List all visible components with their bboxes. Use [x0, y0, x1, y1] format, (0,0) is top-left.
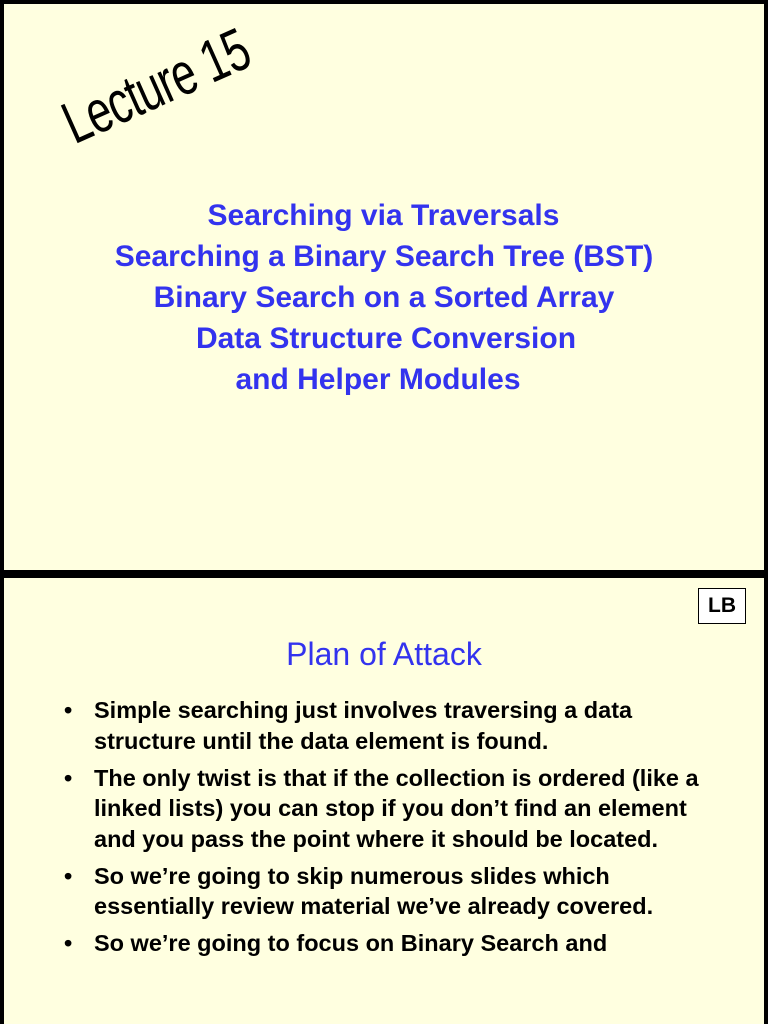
bullet-item — [62, 695, 702, 756]
bullet-text: So we’re going to focus on Binary Search and — [94, 930, 608, 956]
slide-title: Plan of Attack — [286, 636, 482, 672]
bullet-text: Simple searching just involves traversing a data structure until the data element is found. — [94, 697, 633, 754]
subtitle-line: and Helper Modules — [235, 363, 521, 396]
bullet-text: So we’re going to skip numerous slides which essentially review material we’ve already covered. — [94, 862, 654, 919]
title-slide — [4, 4, 764, 570]
lb-badge: LB — [698, 588, 746, 624]
bullet-item — [62, 763, 702, 855]
bullet-icon: • — [64, 862, 73, 889]
bullet-icon: • — [64, 930, 73, 956]
subtitle-line: Searching a Binary Search Tree (BST) — [114, 240, 654, 273]
bullet-icon: • — [64, 697, 73, 723]
slide-subtitle-block — [4, 195, 764, 400]
subtitle-line: Data Structure Conversion — [195, 322, 577, 355]
bullet-item — [62, 861, 702, 922]
subtitle-line: Searching via Traversals — [207, 199, 560, 232]
bullet-icon: • — [64, 764, 73, 791]
lecture-title: Lecture 15 — [52, 15, 260, 157]
plan-of-attack-slide — [4, 578, 764, 1024]
bullet-text: The only twist is that if the collection is ordered (like a linked lists) you can stop if you don’t find an element and you pass the point where it should be located. — [94, 764, 699, 852]
bullet-item — [62, 928, 702, 959]
bullet-list — [62, 695, 702, 965]
subtitle-line: Binary Search on a Sorted Array — [153, 281, 615, 314]
